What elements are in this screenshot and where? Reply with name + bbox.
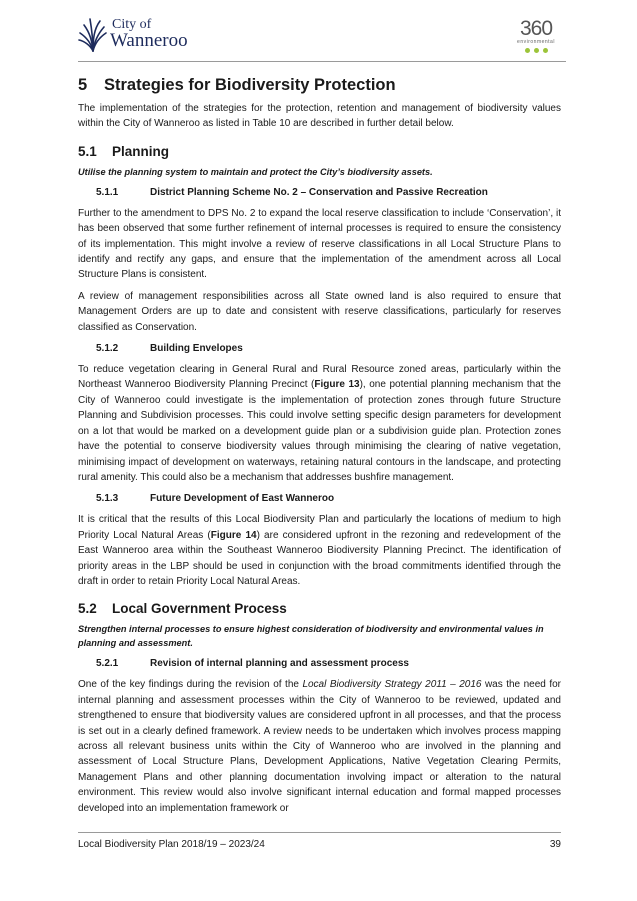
logo-city-line2: Wanneroo bbox=[110, 30, 188, 51]
section-5-1-1-paragraph-1: Further to the amendment to DPS No. 2 to expand the local reserve classification to include ‘Conservation’, it has been observed that some further refinement of internal processes is required to ensure the consistency of its implementation. This might involve a review of reserve classifications in all Local Structure Plans to identify and rectify any gaps, and ensure that the implementation of the amendment across all Local Structure Plans is consistent. bbox=[78, 207, 561, 281]
section-number: 5 bbox=[78, 76, 88, 94]
logo-dot-icon bbox=[543, 48, 548, 53]
section-5-intro: The implementation of the strategies for the protection, retention and management of biodiversity values within the City of Wanneroo as listed in Table 10 are described in further detail below. bbox=[78, 103, 561, 130]
text-run: It is critical that the results of this Local Biodiversity Plan and particularly the locations of medium to high Priority Local Natural Areas ( bbox=[78, 514, 561, 541]
logo-city-line1: City of bbox=[112, 17, 152, 32]
section-title: Revision of internal planning and assessment process bbox=[150, 658, 409, 670]
section-number: 5.1.2 bbox=[96, 343, 119, 355]
section-5-heading bbox=[78, 76, 561, 95]
document-title-reference: Local Biodiversity Strategy 2011 – 2016 bbox=[302, 679, 482, 691]
page-footer bbox=[78, 832, 561, 850]
page-content bbox=[78, 76, 561, 822]
logo-360-subtitle: environmental bbox=[517, 39, 555, 45]
text-run: was the need for internal planning and assessment processes within the City of Wanneroo to be reviewed, updated and strengthened to ensure that biodiversity values are considered upfront in all processes, and that the process is set out in a clearly defined framework. A review needs to be undertaken which involves process mapping across all relevant business units within the City of Wanneroo who are involved in the planning and assessment of Local Structure Plans, Development Applications, Native Vegetation Clearing Permits, Management Plans and other planning documentation involving impact or alteration to the natural environment. This review would also involve significant internal education and formal mapped processes developed into an implementation framework or bbox=[78, 679, 561, 814]
section-title: Future Development of East Wanneroo bbox=[150, 493, 335, 505]
section-5-1-1-heading bbox=[96, 187, 561, 198]
page-header bbox=[78, 10, 566, 62]
footer-document-title: Local Biodiversity Plan 2018/19 – 2023/24 bbox=[78, 839, 265, 850]
section-number: 5.1.1 bbox=[96, 186, 119, 198]
text-run: One of the key findings during the revision of the bbox=[78, 679, 303, 691]
section-number: 5.2 bbox=[78, 601, 97, 617]
section-title: District Planning Scheme No. 2 – Conservation and Passive Recreation bbox=[150, 186, 488, 198]
figure-reference: Figure 14 bbox=[210, 529, 257, 541]
section-5-1-heading bbox=[78, 144, 561, 159]
grass-tree-logo-icon bbox=[78, 15, 108, 53]
section-5-1-2-heading bbox=[96, 343, 561, 354]
section-5-2-1-heading bbox=[96, 658, 561, 669]
section-title: Planning bbox=[112, 143, 169, 159]
section-5-1-3-heading bbox=[96, 493, 561, 504]
text-run: ), one potential planning mechanism that the City of Wanneroo could investigate is the implementation of protection zones through future Structure Planning and Subdivision processes. This could involve setting specific design parameters for development on a lot that would be marked on a development guide plan or a subdivision guide plan. Protection zones have the potential to conserve biodiversity values through minimising the clearing of native vegetation, minimising impact of development on waterways, retaining natural contours in the landscape, and protecting rural amenity. This could also be a mechanism that addresses bushfire management. bbox=[78, 379, 561, 483]
logo-360-number: 360 bbox=[519, 17, 553, 40]
logo-dot-icon bbox=[525, 48, 530, 53]
section-5-1-1-paragraph-2: A review of management responsibilities across all State owned land is also required to ensure that Management Orders are up to date and consistent with reserve classifications, particularly for reserves classified as Conservation. bbox=[78, 290, 561, 333]
city-of-wanneroo-logo bbox=[78, 14, 188, 54]
section-5-2-heading bbox=[78, 601, 561, 616]
section-5-1-3-paragraph-1 bbox=[78, 512, 561, 589]
section-5-1-objective: Utilise the planning system to maintain and protect the City’s biodiversity assets. bbox=[78, 166, 433, 177]
logo-wordmark bbox=[110, 18, 188, 50]
section-number: 5.2.1 bbox=[96, 658, 119, 670]
section-number: 5.1 bbox=[78, 143, 97, 159]
360-environmental-logo bbox=[506, 18, 566, 53]
page-number: 39 bbox=[549, 839, 561, 850]
figure-reference: Figure 13 bbox=[314, 379, 360, 391]
section-number: 5.1.3 bbox=[96, 493, 119, 505]
logo-dots bbox=[506, 48, 566, 53]
section-5-1-2-paragraph-1 bbox=[78, 362, 561, 485]
text-run: ) are considered upfront in the rezoning and redevelopment of the East Wanneroo area within the Southeast Wanneroo Biodiversity Planning Precinct. The identification of priority areas in the LBP should be used in conjunction with the broad commitments identified through the draft in order to retain Priority Local Natural Areas. bbox=[78, 529, 561, 587]
section-5-2-objective: Strengthen internal processes to ensure highest consideration of biodiversity and environmental values in planning and assessment. bbox=[78, 624, 544, 649]
section-title: Building Envelopes bbox=[150, 343, 243, 355]
section-title: Strategies for Biodiversity Protection bbox=[104, 76, 396, 94]
text-run: To reduce vegetation clearing in General Rural and Rural Resource zoned areas, particularly within the Northeast Wanneroo Biodiversity Planning Precinct ( bbox=[78, 364, 561, 391]
logo-dot-icon bbox=[534, 48, 539, 53]
section-title: Local Government Process bbox=[112, 601, 287, 617]
section-5-2-1-paragraph-1 bbox=[78, 677, 561, 816]
